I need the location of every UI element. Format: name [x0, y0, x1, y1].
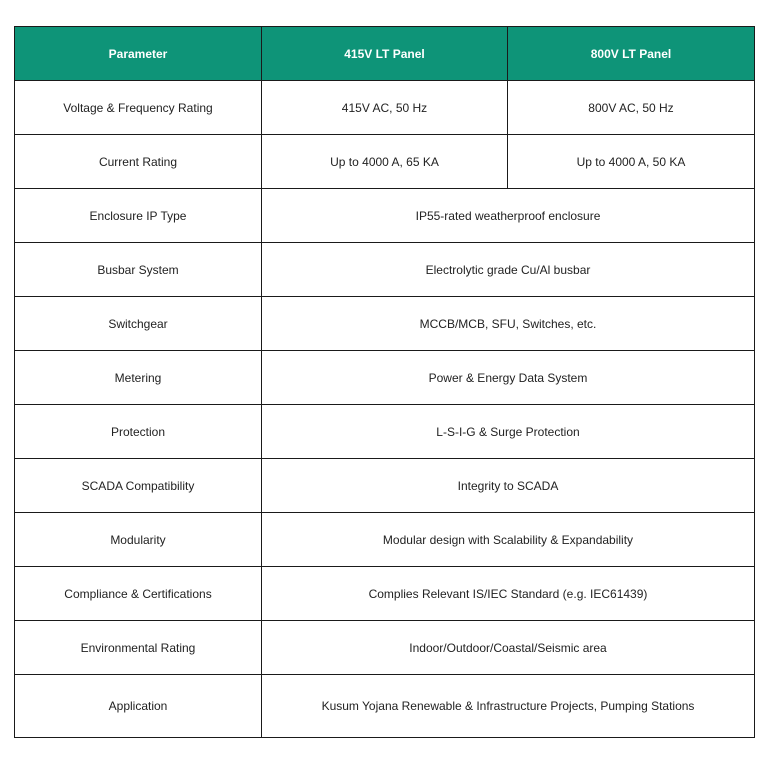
parameter-cell: Busbar System — [15, 243, 262, 297]
parameter-cell: Enclosure IP Type — [15, 189, 262, 243]
table-row — [15, 675, 755, 738]
shared-value-cell: Modular design with Scalability & Expandability — [262, 513, 755, 567]
table-row — [15, 459, 755, 513]
table-row — [15, 513, 755, 567]
table-row — [15, 405, 755, 459]
shared-value-cell: Kusum Yojana Renewable & Infrastructure Projects, Pumping Stations — [262, 675, 755, 738]
parameter-cell: Modularity — [15, 513, 262, 567]
specification-table — [14, 26, 755, 738]
parameter-cell: SCADA Compatibility — [15, 459, 262, 513]
header-parameter: Parameter — [15, 27, 262, 81]
table-row — [15, 621, 755, 675]
parameter-cell: Metering — [15, 351, 262, 405]
parameter-cell: Current Rating — [15, 135, 262, 189]
header-row — [15, 27, 755, 81]
shared-value-cell: Power & Energy Data System — [262, 351, 755, 405]
table-row — [15, 297, 755, 351]
parameter-cell: Switchgear — [15, 297, 262, 351]
table-row — [15, 567, 755, 621]
table-row — [15, 81, 755, 135]
table-row — [15, 135, 755, 189]
shared-value-cell: IP55-rated weatherproof enclosure — [262, 189, 755, 243]
value-800v-cell: 800V AC, 50 Hz — [508, 81, 755, 135]
shared-value-cell: Complies Relevant IS/IEC Standard (e.g. IEC61439) — [262, 567, 755, 621]
value-415v-cell: 415V AC, 50 Hz — [262, 81, 508, 135]
header-800v-lt-panel: 800V LT Panel — [508, 27, 755, 81]
shared-value-cell: L-S-I-G & Surge Protection — [262, 405, 755, 459]
parameter-cell: Compliance & Certifications — [15, 567, 262, 621]
shared-value-cell: MCCB/MCB, SFU, Switches, etc. — [262, 297, 755, 351]
header-415v-lt-panel: 415V LT Panel — [262, 27, 508, 81]
parameter-cell: Voltage & Frequency Rating — [15, 81, 262, 135]
parameter-cell: Protection — [15, 405, 262, 459]
value-800v-cell: Up to 4000 A, 50 KA — [508, 135, 755, 189]
parameter-cell: Application — [15, 675, 262, 738]
shared-value-cell: Indoor/Outdoor/Coastal/Seismic area — [262, 621, 755, 675]
shared-value-cell: Integrity to SCADA — [262, 459, 755, 513]
parameter-cell: Environmental Rating — [15, 621, 262, 675]
value-415v-cell: Up to 4000 A, 65 KA — [262, 135, 508, 189]
table-row — [15, 351, 755, 405]
table-row — [15, 189, 755, 243]
shared-value-cell: Electrolytic grade Cu/Al busbar — [262, 243, 755, 297]
table-row — [15, 243, 755, 297]
